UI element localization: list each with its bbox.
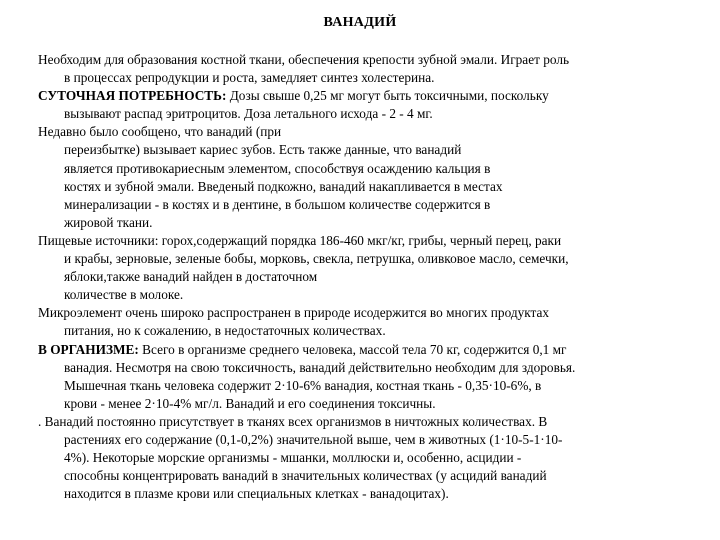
text-line: минерализации - в костях и в дентине, в большом количестве содержится в — [64, 196, 491, 212]
text-line: переизбытке) вызывает кариес зубов. Есть также данные, что ванадий — [64, 142, 462, 158]
text-line: растениях его содержание (0,1-0,2%) значительной выше, чем в животных (1·10-5-1·10- — [64, 431, 563, 447]
section-heading: СУТОЧНАЯ ПОТРЕБНОСТЬ: — [38, 88, 227, 104]
text-line: находится в плазме крови или специальных клетках - ванадоцитах). — [64, 486, 449, 502]
section-heading: В ОРГАНИЗМЕ: — [38, 341, 139, 357]
text-line: вызывают распад эритроцитов. Доза летального исхода - 2 - 4 мг. — [64, 106, 433, 122]
text-line: и крабы, зерновые, зеленые бобы, морковь, свекла, петрушка, оливковое масло, семечки, — [64, 251, 569, 267]
text-line: яблоки,также ванадий найден в достаточном — [64, 269, 318, 285]
text-line: костях и зубной эмали. Введеный подкожно, ванадий накапливается в местах — [64, 178, 503, 194]
text-line: В ОРГАНИЗМЕ: Всего в организме среднего человека, массой тела 70 кг, содержится 0,1 мг — [38, 341, 567, 357]
text-line: СУТОЧНАЯ ПОТРЕБНОСТЬ: Дозы свыше 0,25 мг могут быть токсичными, поскольку — [38, 88, 549, 104]
text-line: питания, но к сожалению, в недостаточных количествах. — [64, 323, 386, 339]
text-line: количестве в молоке. — [64, 287, 184, 303]
text-line: ванадия. Несмотря на свою токсичность, ванадий действительно необходим для здоровья. — [64, 359, 576, 375]
text-line: Микроэлемент очень широко распространен в природе исодержится во многих продуктах — [38, 305, 550, 321]
text-line: . Ванадий постоянно присутствует в тканях всех организмов в ничтожных количествах. В — [38, 413, 548, 429]
text-line: способны концентрировать ванадий в значительных количествах (у асцидий ванадий — [64, 468, 547, 484]
paragraph-caries — [38, 123, 692, 232]
paragraph-daily-requirement — [38, 87, 692, 123]
page-title: ВАНАДИЙ — [323, 15, 397, 30]
paragraph-distribution — [38, 304, 692, 340]
text-line: Необходим для образования костной ткани, обеспечения крепости зубной эмали. Играет роль — [38, 52, 570, 67]
paragraph-in-organism — [38, 341, 692, 413]
text-line: является противокариесным элементом, способствуя осаждению кальция в — [64, 160, 491, 176]
paragraph-function — [38, 51, 692, 87]
text-line: Недавно было сообщено, что ванадий (при — [38, 124, 282, 140]
text-line: в процессах репродукции и роста, замедляет синтез холестерина. — [64, 70, 435, 86]
text-line: Пищевые источники: горох,содержащий порядка 186-460 мкг/кг, грибы, черный перец, раки — [38, 232, 562, 248]
text-line: крови - менее 2·10-4% мг/л. Ванадий и его соединения токсичны. — [64, 395, 436, 411]
text-line: жировой ткани. — [64, 214, 153, 230]
text-line: Мышечная ткань человека содержит 2·10-6% ванадия, костная ткань - 0,35·10-6%, в — [64, 377, 542, 393]
paragraph-presence — [38, 413, 692, 503]
text-line: 4%). Некоторые морские организмы - мшанки, моллюски и, особенно, асцидии - — [64, 450, 522, 466]
paragraph-food-sources — [38, 232, 692, 304]
body-text — [38, 51, 692, 503]
